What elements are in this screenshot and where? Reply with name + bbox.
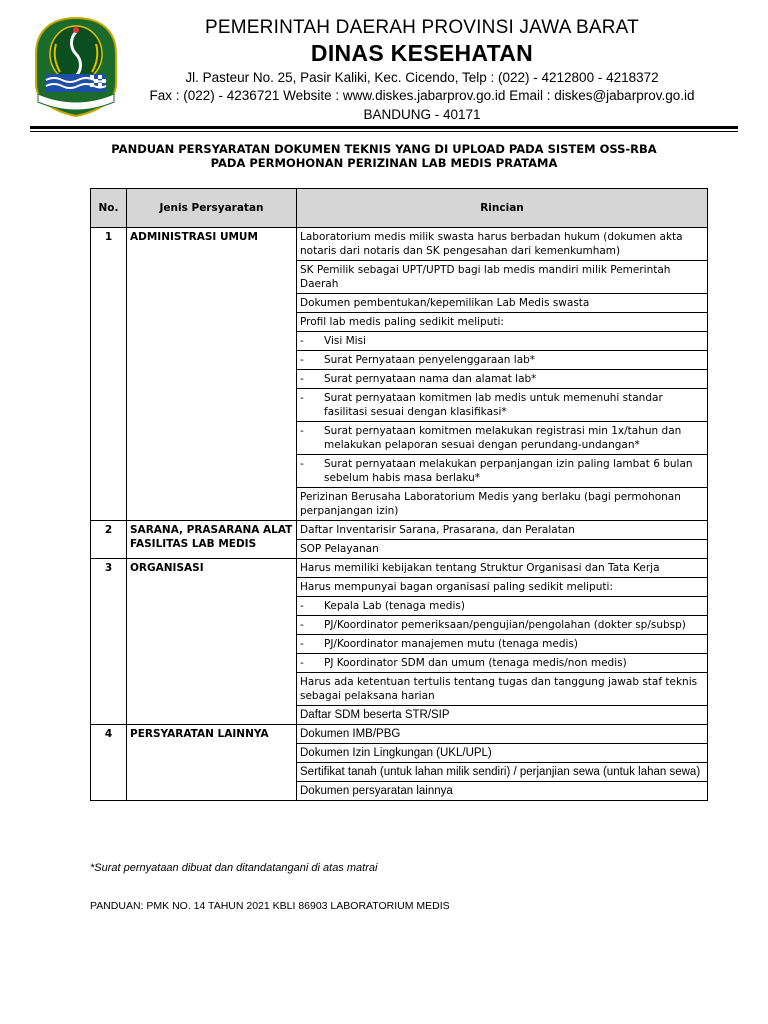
table-row bbox=[91, 725, 708, 744]
table-row bbox=[91, 521, 708, 540]
table-row bbox=[91, 228, 708, 261]
requirement-detail: Dokumen Izin Lingkungan (UKL/UPL) bbox=[297, 744, 708, 763]
subitem-text: Visi Misi bbox=[324, 335, 366, 347]
address-line-2: Fax : (022) - 4236721 Website : www.diskes.jabarprov.go.id Email : diskes@jabarprov.go.id bbox=[149, 88, 695, 103]
table-header-row bbox=[91, 189, 708, 228]
agency-name: DINAS KESEHATAN bbox=[310, 40, 534, 66]
requirement-detail: Daftar SDM beserta STR/SIP bbox=[297, 706, 708, 725]
bullet-dash: - bbox=[300, 458, 304, 470]
requirement-subitem bbox=[297, 616, 708, 635]
requirement-subitem bbox=[297, 654, 708, 673]
document-title bbox=[60, 142, 708, 170]
city-postcode: BANDUNG - 40171 bbox=[363, 107, 481, 122]
bullet-dash: - bbox=[300, 354, 304, 366]
subitem-text: Surat pernyataan melakukan perpanjangan izin paling lambat 6 bulan sebelum habis masa berlaku* bbox=[324, 458, 693, 484]
letterhead-rule-thick bbox=[30, 126, 738, 129]
requirement-detail: Perizinan Berusaha Laboratorium Medis yang berlaku (bagi permohonan perpanjangan izin) bbox=[297, 488, 708, 521]
subitem-text: Surat pernyataan komitmen melakukan registrasi min 1x/tahun dan melakukan pelaporan sesuai dengan perundang-undangan* bbox=[324, 425, 682, 451]
bullet-dash: - bbox=[300, 619, 304, 631]
bullet-dash: - bbox=[300, 600, 304, 612]
requirement-subitem bbox=[297, 389, 708, 422]
requirement-detail: Dokumen persyaratan lainnya bbox=[297, 782, 708, 801]
jawa-barat-emblem-icon bbox=[30, 14, 122, 118]
bullet-dash: - bbox=[300, 657, 304, 669]
requirement-subitem bbox=[297, 635, 708, 654]
requirement-detail: Harus memiliki kebijakan tentang Struktur Organisasi dan Tata Kerja bbox=[297, 559, 708, 578]
subitem-text: PJ/Koordinator manajemen mutu (tenaga medis) bbox=[324, 638, 579, 650]
letterhead-rule-thin bbox=[30, 131, 738, 132]
requirement-detail: Daftar Inventarisir Sarana, Prasarana, dan Peralatan bbox=[297, 521, 708, 540]
requirement-detail: SOP Pelayanan bbox=[297, 540, 708, 559]
requirement-subitem bbox=[297, 332, 708, 351]
government-name: PEMERINTAH DAERAH PROVINSI JAWA BARAT bbox=[205, 17, 639, 38]
requirement-detail: Dokumen pembentukan/kepemilikan Lab Medis swasta bbox=[297, 294, 708, 313]
subitem-text: Surat pernyataan komitmen lab medis untuk memenuhi standar fasilitasi sesuai dengan klasifikasi* bbox=[324, 392, 663, 418]
section-type: ORGANISASI bbox=[127, 559, 297, 725]
header-jenis: Jenis Persyaratan bbox=[127, 189, 297, 228]
section-type: ADMINISTRASI UMUM bbox=[127, 228, 297, 521]
requirement-subitem bbox=[297, 455, 708, 488]
section-number: 3 bbox=[91, 559, 127, 725]
bullet-dash: - bbox=[300, 373, 304, 385]
subitem-text: Surat Pernyataan penyelenggaraan lab* bbox=[324, 354, 536, 366]
requirement-subitem bbox=[297, 351, 708, 370]
requirement-detail: Laboratorium medis milik swasta harus berbadan hukum (dokumen akta notaris dari notaris dan SK pengesahan dari kemenkumham) bbox=[297, 228, 708, 261]
section-number: 1 bbox=[91, 228, 127, 521]
requirement-detail: Harus ada ketentuan tertulis tentang tugas dan tanggung jawab staf teknis sebagai pelaksana harian bbox=[297, 673, 708, 706]
header-rincian: Rincian bbox=[297, 189, 708, 228]
footnote: *Surat pernyataan dibuat dan ditandatangani di atas matrai bbox=[90, 862, 378, 874]
address-line-1: Jl. Pasteur No. 25, Pasir Kaliki, Kec. Cicendo, Telp : (022) - 4212800 - 4218372 bbox=[185, 70, 659, 85]
requirement-subitem bbox=[297, 370, 708, 389]
table-row bbox=[91, 559, 708, 578]
guidance-reference: PANDUAN: PMK NO. 14 TAHUN 2021 KBLI 86903 LABORATORIUM MEDIS bbox=[90, 900, 450, 912]
subitem-text: PJ/Koordinator pemeriksaan/pengujian/pengolahan (dokter sp/subsp) bbox=[324, 619, 686, 631]
subitem-text: PJ Koordinator SDM dan umum (tenaga medis/non medis) bbox=[324, 657, 627, 669]
bullet-dash: - bbox=[300, 638, 304, 650]
subitem-text: Surat pernyataan nama dan alamat lab* bbox=[324, 373, 537, 385]
requirement-detail: Dokumen IMB/PBG bbox=[297, 725, 708, 744]
header-no: No. bbox=[91, 189, 127, 228]
section-type: PERSYARATAN LAINNYA bbox=[127, 725, 297, 801]
requirement-detail: Sertifikat tanah (untuk lahan milik sendiri) / perjanjian sewa (untuk lahan sewa) bbox=[297, 763, 708, 782]
requirements-table bbox=[90, 188, 708, 801]
section-number: 4 bbox=[91, 725, 127, 801]
section-number: 2 bbox=[91, 521, 127, 559]
requirement-subitem bbox=[297, 422, 708, 455]
requirement-subitem bbox=[297, 597, 708, 616]
requirement-detail: Profil lab medis paling sedikit meliputi: bbox=[297, 313, 708, 332]
requirement-detail: Harus mempunyai bagan organisasi paling sedikit meliputi: bbox=[297, 578, 708, 597]
bullet-dash: - bbox=[300, 335, 304, 347]
title-line-1: PANDUAN PERSYARATAN DOKUMEN TEKNIS YANG DI UPLOAD PADA SISTEM OSS-RBA bbox=[111, 142, 657, 156]
requirement-detail: SK Pemilik sebagai UPT/UPTD bagi lab medis mandiri milik Pemerintah Daerah bbox=[297, 261, 708, 294]
title-line-2: PADA PERMOHONAN PERIZINAN LAB MEDIS PRATAMA bbox=[210, 156, 558, 170]
section-type: SARANA, PRASARANA ALAT FASILITAS LAB MEDIS bbox=[127, 521, 297, 559]
subitem-text: Kepala Lab (tenaga medis) bbox=[324, 600, 465, 612]
bullet-dash: - bbox=[300, 392, 304, 404]
bullet-dash: - bbox=[300, 425, 304, 437]
